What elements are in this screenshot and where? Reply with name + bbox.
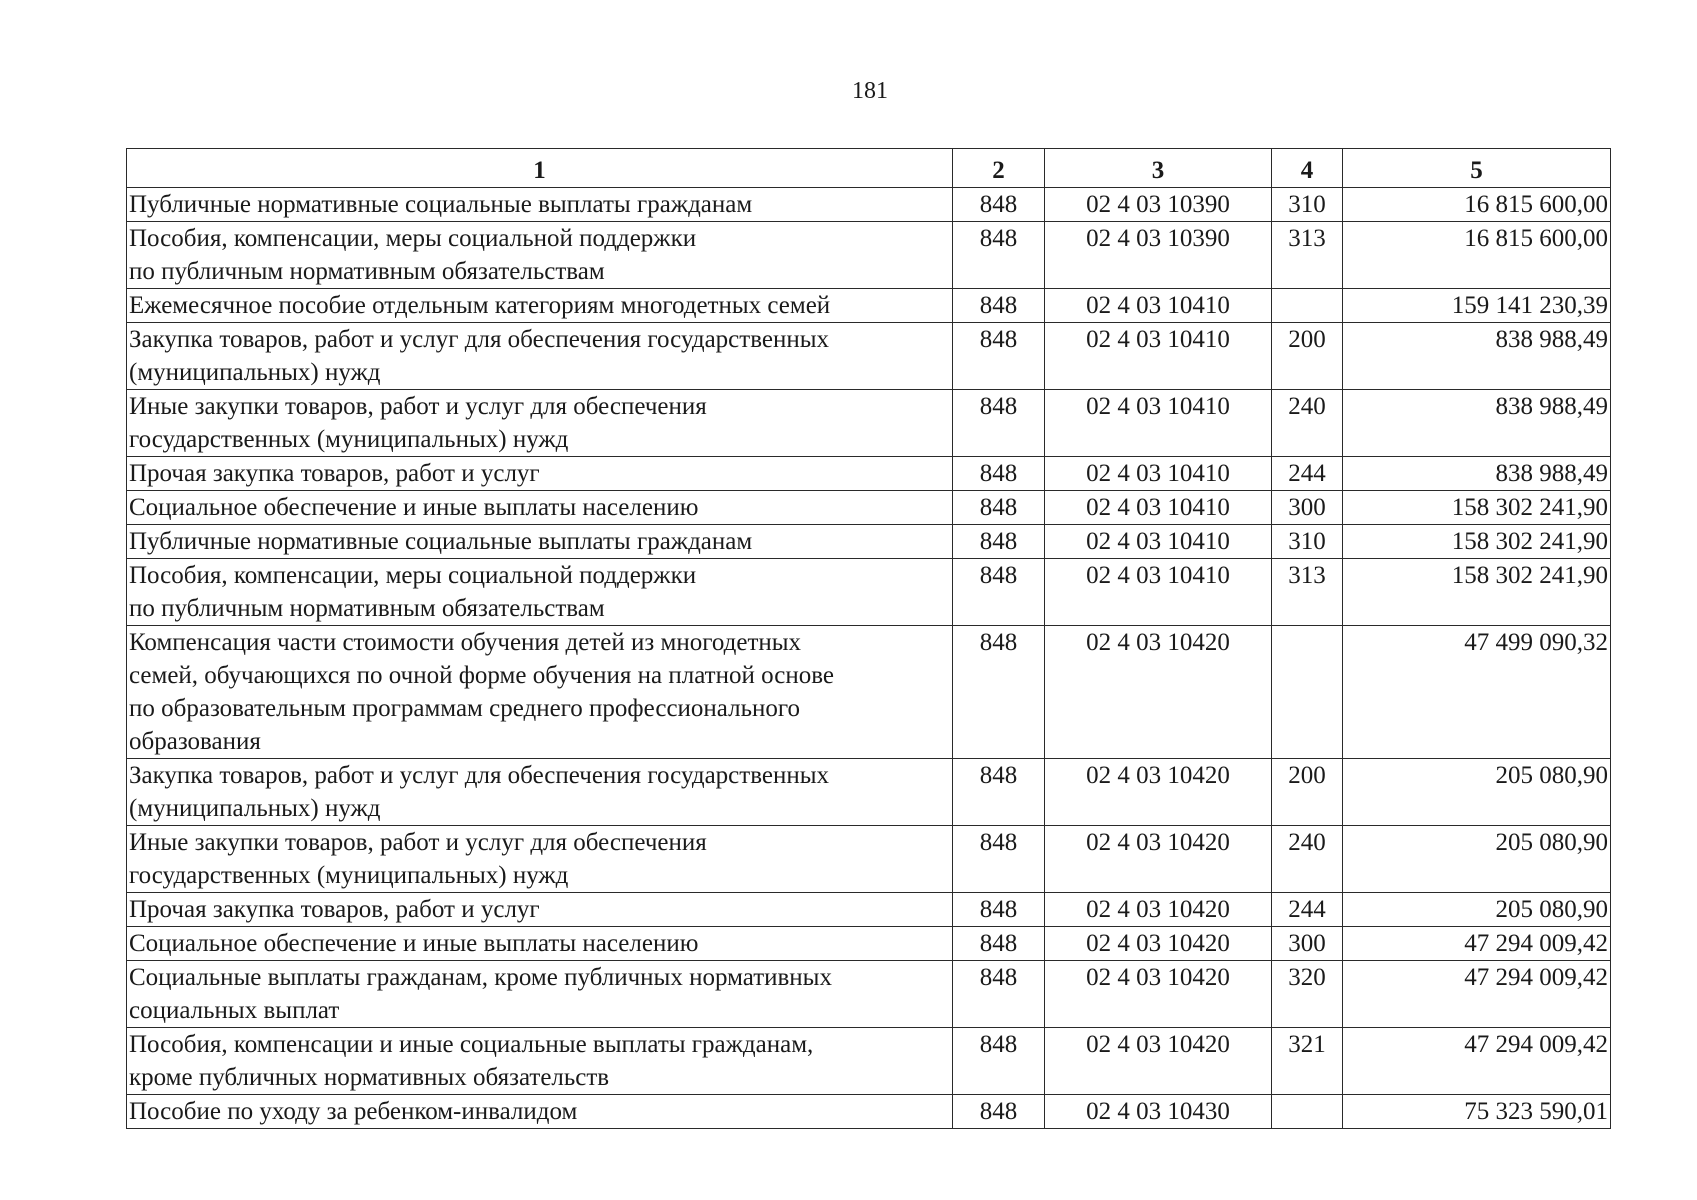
amount-cell: 158 302 241,90 [1343, 525, 1611, 559]
expense-name-line: государственных (муниципальных) нужд [129, 862, 569, 889]
table-row [127, 491, 1611, 525]
expense-name-cell [127, 525, 953, 559]
expense-type-cell: 200 [1272, 323, 1343, 390]
target-article-cell: 02 4 03 10420 [1045, 961, 1272, 1028]
table-row [127, 826, 1611, 893]
expense-name-cell [127, 893, 953, 927]
expense-name-line: Ежемесячное пособие отдельным категориям многодетных семей [129, 292, 831, 319]
expense-name-cell [127, 961, 953, 1028]
expense-name-cell [127, 1028, 953, 1095]
amount-cell: 16 815 600,00 [1343, 188, 1611, 222]
table-row [127, 927, 1611, 961]
target-article-cell: 02 4 03 10390 [1045, 222, 1272, 289]
expense-name-cell [127, 390, 953, 457]
admin-code-cell: 848 [953, 927, 1045, 961]
target-article-cell: 02 4 03 10410 [1045, 525, 1272, 559]
admin-code-cell: 848 [953, 961, 1045, 1028]
amount-cell: 205 080,90 [1343, 759, 1611, 826]
target-article-cell: 02 4 03 10410 [1045, 323, 1272, 390]
expense-type-cell [1272, 1095, 1343, 1129]
expense-type-cell: 200 [1272, 759, 1343, 826]
expense-name-line: Пособия, компенсации, меры социальной поддержки [129, 562, 697, 589]
admin-code-cell: 848 [953, 188, 1045, 222]
header-col-3: 3 [1045, 149, 1272, 188]
table-row [127, 1095, 1611, 1129]
target-article-cell: 02 4 03 10420 [1045, 826, 1272, 893]
table-row [127, 188, 1611, 222]
expense-name-line: Закупка товаров, работ и услуг для обеспечения государственных [129, 762, 830, 789]
expense-name-cell [127, 626, 953, 759]
expense-type-cell: 244 [1272, 893, 1343, 927]
expense-name-line: по образовательным программам среднего профессионального [129, 695, 800, 722]
amount-cell: 159 141 230,39 [1343, 289, 1611, 323]
expense-name-line: (муниципальных) нужд [129, 795, 381, 822]
amount-cell: 205 080,90 [1343, 893, 1611, 927]
expense-name-cell [127, 1095, 953, 1129]
expense-type-cell: 300 [1272, 927, 1343, 961]
header-col-1: 1 [127, 149, 953, 188]
target-article-cell: 02 4 03 10410 [1045, 491, 1272, 525]
target-article-cell: 02 4 03 10390 [1045, 188, 1272, 222]
header-col-2: 2 [953, 149, 1045, 188]
expense-type-cell: 313 [1272, 559, 1343, 626]
table-row [127, 626, 1611, 759]
expense-name-line: образования [129, 728, 261, 755]
target-article-cell: 02 4 03 10430 [1045, 1095, 1272, 1129]
target-article-cell: 02 4 03 10410 [1045, 559, 1272, 626]
expense-name-line: социальных выплат [129, 997, 340, 1024]
expense-name-line: Публичные нормативные социальные выплаты гражданам [129, 191, 753, 218]
amount-cell: 47 294 009,42 [1343, 927, 1611, 961]
table-row [127, 222, 1611, 289]
expense-name-line: по публичным нормативным обязательствам [129, 258, 605, 285]
expense-name-cell [127, 491, 953, 525]
expense-type-cell: 244 [1272, 457, 1343, 491]
expense-name-line: Пособия, компенсации и иные социальные выплаты гражданам, [129, 1031, 814, 1058]
header-col-4: 4 [1272, 149, 1343, 188]
expense-name-line: Компенсация части стоимости обучения детей из многодетных [129, 629, 802, 656]
admin-code-cell: 848 [953, 323, 1045, 390]
expense-name-line: Социальное обеспечение и иные выплаты населению [129, 930, 699, 957]
amount-cell: 838 988,49 [1343, 457, 1611, 491]
table-header [127, 149, 1611, 188]
expense-name-cell [127, 927, 953, 961]
target-article-cell: 02 4 03 10410 [1045, 457, 1272, 491]
expense-name-line: государственных (муниципальных) нужд [129, 426, 569, 453]
amount-cell: 838 988,49 [1343, 323, 1611, 390]
expense-name-line: Иные закупки товаров, работ и услуг для обеспечения [129, 393, 707, 420]
amount-cell: 75 323 590,01 [1343, 1095, 1611, 1129]
table-row [127, 559, 1611, 626]
expense-name-line: Социальное обеспечение и иные выплаты населению [129, 494, 699, 521]
expense-name-line: (муниципальных) нужд [129, 359, 381, 386]
amount-cell: 158 302 241,90 [1343, 559, 1611, 626]
expense-name-cell [127, 289, 953, 323]
amount-cell: 16 815 600,00 [1343, 222, 1611, 289]
expense-name-line: Иные закупки товаров, работ и услуг для обеспечения [129, 829, 707, 856]
target-article-cell: 02 4 03 10420 [1045, 1028, 1272, 1095]
page-number: 181 [852, 78, 888, 104]
expense-name-line: по публичным нормативным обязательствам [129, 595, 605, 622]
expense-name-line: семей, обучающихся по очной форме обучения на платной основе [129, 662, 834, 689]
expense-name-line: Пособие по уходу за ребенком-инвалидом [129, 1098, 578, 1125]
expense-name-line: Прочая закупка товаров, работ и услуг [129, 896, 540, 923]
expense-name-cell [127, 457, 953, 491]
expense-name-line: Пособия, компенсации, меры социальной поддержки [129, 225, 697, 252]
admin-code-cell: 848 [953, 893, 1045, 927]
table-row [127, 961, 1611, 1028]
header-row [127, 149, 1611, 188]
admin-code-cell: 848 [953, 390, 1045, 457]
table-body [127, 188, 1611, 1129]
amount-cell: 47 294 009,42 [1343, 961, 1611, 1028]
expense-type-cell: 313 [1272, 222, 1343, 289]
admin-code-cell: 848 [953, 525, 1045, 559]
expense-type-cell: 310 [1272, 188, 1343, 222]
table-row [127, 323, 1611, 390]
admin-code-cell: 848 [953, 1028, 1045, 1095]
table-row [127, 893, 1611, 927]
amount-cell: 47 294 009,42 [1343, 1028, 1611, 1095]
admin-code-cell: 848 [953, 289, 1045, 323]
amount-cell: 47 499 090,32 [1343, 626, 1611, 759]
expense-name-line: Социальные выплаты гражданам, кроме публичных нормативных [129, 964, 832, 991]
expense-type-cell: 300 [1272, 491, 1343, 525]
expense-type-cell: 240 [1272, 826, 1343, 893]
table-row [127, 289, 1611, 323]
target-article-cell: 02 4 03 10410 [1045, 289, 1272, 323]
expense-type-cell: 310 [1272, 525, 1343, 559]
amount-cell: 838 988,49 [1343, 390, 1611, 457]
admin-code-cell: 848 [953, 457, 1045, 491]
target-article-cell: 02 4 03 10420 [1045, 626, 1272, 759]
admin-code-cell: 848 [953, 759, 1045, 826]
table-row [127, 759, 1611, 826]
table-row [127, 525, 1611, 559]
admin-code-cell: 848 [953, 222, 1045, 289]
expense-name-cell [127, 188, 953, 222]
expense-name-cell [127, 759, 953, 826]
expense-type-cell [1272, 289, 1343, 323]
target-article-cell: 02 4 03 10420 [1045, 893, 1272, 927]
budget-table [126, 148, 1611, 1129]
expense-name-line: кроме публичных нормативных обязательств [129, 1064, 610, 1091]
expense-name-line: Публичные нормативные социальные выплаты гражданам [129, 528, 753, 555]
expense-name-line: Закупка товаров, работ и услуг для обеспечения государственных [129, 326, 830, 353]
expense-type-cell: 320 [1272, 961, 1343, 1028]
admin-code-cell: 848 [953, 491, 1045, 525]
table-row [127, 457, 1611, 491]
expense-name-cell [127, 222, 953, 289]
expense-name-line: Прочая закупка товаров, работ и услуг [129, 460, 540, 487]
expense-name-cell [127, 323, 953, 390]
expense-type-cell: 240 [1272, 390, 1343, 457]
admin-code-cell: 848 [953, 1095, 1045, 1129]
admin-code-cell: 848 [953, 626, 1045, 759]
amount-cell: 158 302 241,90 [1343, 491, 1611, 525]
admin-code-cell: 848 [953, 826, 1045, 893]
target-article-cell: 02 4 03 10420 [1045, 759, 1272, 826]
admin-code-cell: 848 [953, 559, 1045, 626]
table-row [127, 1028, 1611, 1095]
amount-cell: 205 080,90 [1343, 826, 1611, 893]
header-col-5: 5 [1343, 149, 1611, 188]
expense-name-cell [127, 826, 953, 893]
expense-type-cell [1272, 626, 1343, 759]
table-row [127, 390, 1611, 457]
target-article-cell: 02 4 03 10420 [1045, 927, 1272, 961]
expense-type-cell: 321 [1272, 1028, 1343, 1095]
target-article-cell: 02 4 03 10410 [1045, 390, 1272, 457]
expense-name-cell [127, 559, 953, 626]
